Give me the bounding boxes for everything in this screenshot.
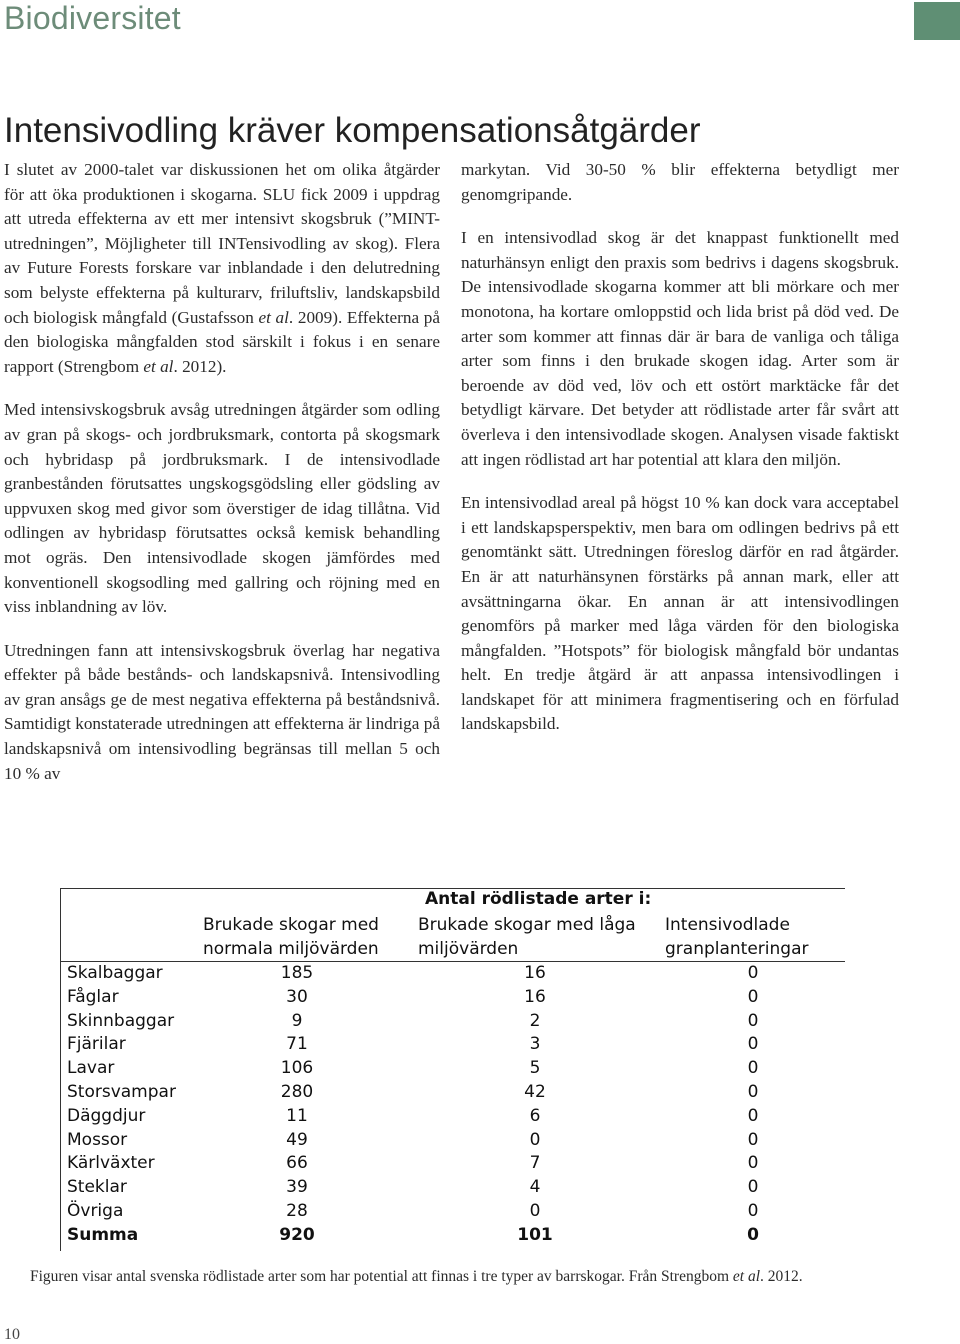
- table-cell: 16: [524, 963, 546, 983]
- paragraph-intro: I slutet av 2000-talet var diskussionen het om olika åtgärder för att öka produktionen i skogarna. SLU fick 2009 i uppdrag att utreda effekterna av ett mer intensivt skogsbruk (”MINT-utredningen”, Möjligheter till INTensivodling av skog). Flera av Future Forests forskare var inblandade i den delutredning som belyste effekterna på kulturarv, friluftsliv, landskapsbild och biologisk mångfald (Gustafsson et al. 2009). Effekterna på den biologiska mångfalden stod särskilt i fokus i en senare rapport (Strengbom et al. 2012).: [4, 160, 440, 376]
- table-row: [61, 1130, 845, 1154]
- table-cell: 0: [747, 1082, 759, 1102]
- paragraph-measures: En intensivodlad areal på högst 10 % kan dock vara acceptabel i ett landskapsperspektiv, men bara om odlingen bedrivs på ett genomtänkt sätt. Utredningen föreslog därför en rad åtgärder. En är att naturhänsynen förstärks på annan mark, eller att avsättningarna ökar. En annan är att intensivodlingen genomförs på marker med låga värden för den biologiska mångfalden. ”Hotspots” för biologisk mångfald bör undantas helt. En tredje åtgärd är att anpassa intensivodlingen i landskapet för att minimera fragmentisering och en förfulad landskapsbild.: [461, 493, 899, 734]
- table-row-label: Steklar: [67, 1177, 127, 1198]
- table-row-label: Däggdjur: [67, 1105, 146, 1126]
- table-row: [61, 1011, 845, 1035]
- section-color-marker: [914, 2, 960, 40]
- table-row-label: Storsvampar: [67, 1082, 176, 1102]
- table-cell: 28: [286, 1201, 308, 1221]
- section-title: Biodiversitet: [4, 0, 181, 36]
- table-row-label: Skalbaggar: [67, 963, 163, 983]
- table-cell: 3: [529, 1034, 541, 1055]
- left-column: [4, 158, 440, 805]
- table-row: [61, 1153, 845, 1177]
- table-cell: 4: [529, 1177, 541, 1198]
- table-row-label: Kärlväxter: [67, 1153, 155, 1174]
- table-cell: 280: [280, 1082, 314, 1102]
- table-cell: 7: [529, 1153, 541, 1174]
- table-row-label: Lavar: [67, 1058, 115, 1079]
- table-cell: 49: [286, 1129, 308, 1150]
- table-total-row: [61, 1225, 845, 1249]
- table-cell: 0: [529, 1129, 541, 1150]
- table-row-label: Fjärilar: [67, 1034, 126, 1055]
- table-cell: 0: [529, 1201, 541, 1221]
- table-row: [61, 1201, 845, 1225]
- table-cell: 0: [747, 1201, 759, 1221]
- page-number: 10: [4, 1326, 20, 1343]
- table-row: [61, 1058, 845, 1082]
- table-row: [61, 1177, 845, 1201]
- table-column-header: Intensivodlade granplanteringar: [665, 915, 809, 959]
- table-row-label: Övriga: [67, 1201, 124, 1221]
- table-cell: 39: [286, 1177, 308, 1198]
- table-cell: 0: [747, 1105, 759, 1126]
- table-cell: 0: [747, 1058, 759, 1079]
- paragraph-methods: Med intensivskogsbruk avsåg utredningen åtgärder som odling av gran på skogs- och jordbruksmark, contorta på skogsmark och hybridasp på jordbruksmark. I de intensivodlade granbestånden förutsattes ungskogsgödsling eller gödsling av uppvuxen skog med givor som överstiger de idag tillåtna. Vid odlingen av hybridasp förutsattes också kemisk behandling mot ogräs. Den intensivodlade skogen jämfördes med konventionell skogsodling med gallring och röjning med en viss inblandning av löv.: [4, 400, 440, 617]
- table-cell: 920: [279, 1224, 315, 1245]
- table-cell: 11: [286, 1105, 308, 1126]
- table-title: Antal rödlistade arter i:: [425, 889, 652, 909]
- table-row: [61, 1082, 845, 1106]
- table-cell: 9: [291, 1010, 303, 1031]
- table-cell: 0: [747, 1224, 759, 1245]
- table-cell: 101: [517, 1224, 553, 1245]
- table-column-header: Brukade skogar med låga miljövärden: [418, 915, 636, 959]
- paragraph-intensive-forest: I en intensivodlad skog är det knappast funktionellt med naturhänsyn enligt den praxis som bedrivs i dagens skogsbruk. De intensivodlade skogarna kommer att bli mörkare och mer monotona, ha kortare omloppstid och lida brist på död ved. De arter som kommer att finnas där är bara de vanliga och tåliga arter som finns i den brukade skogen idag. Arter som är beroende av död ved, löv och ett ostört marktäcke får det betydligt kärvare. Det betyder att rödlistade arter får svårt att överleva i den intensivodlade skogen. Analysen visade faktiskt att ingen rödlistad art har potential att klara den miljön.: [461, 228, 899, 469]
- table-cell: 16: [524, 986, 546, 1007]
- table-row: [61, 1106, 845, 1130]
- table-cell: 0: [747, 986, 759, 1007]
- paragraph-continuation: markytan. Vid 30-50 % blir effekterna betydligt mer genomgripande.: [461, 160, 899, 204]
- table-column-header: Brukade skogar med normala miljövärden: [203, 915, 379, 959]
- table-cell: 2: [529, 1010, 541, 1031]
- table-row-label: Skinnbaggar: [67, 1010, 175, 1031]
- article-headline: Intensivodling kräver kompensationsåtgärder: [4, 111, 701, 151]
- table-cell: 30: [286, 986, 308, 1007]
- table-row: [61, 1034, 845, 1058]
- table-cell: 66: [286, 1153, 308, 1174]
- table-cell: 0: [747, 1129, 759, 1150]
- table-cell: 0: [747, 1177, 759, 1198]
- table-row-label: Summa: [67, 1224, 139, 1245]
- table-cell: 106: [280, 1058, 314, 1079]
- table-row: [61, 963, 845, 987]
- table-cell: 0: [747, 1034, 759, 1055]
- table-cell: 42: [524, 1082, 546, 1102]
- table-cell: 71: [286, 1034, 308, 1055]
- table-row: [61, 987, 845, 1011]
- paragraph-findings: Utredningen fann att intensivskogsbruk överlag har negativa effekter på både bestånds- och landskapsnivå. Intensivodling av gran ansågs ge de mest negativa effekterna på beståndsnivå. Samtidigt konstaterade utredningen att effekterna är lindriga på landskapsnivå om intensivodling begränsas till mellan 5 och 10 % av: [4, 640, 440, 783]
- right-column: [461, 158, 899, 756]
- table-cell: 0: [747, 963, 759, 983]
- table-cell: 185: [280, 963, 314, 983]
- table-cell: 5: [529, 1058, 541, 1079]
- table-row-label: Fåglar: [67, 986, 119, 1007]
- table-cell: 0: [747, 1010, 759, 1031]
- table-cell: 0: [747, 1153, 759, 1174]
- table-header-divider: [61, 961, 845, 962]
- redlist-table: [60, 888, 845, 1251]
- table-cell: 6: [529, 1105, 541, 1126]
- table-row-label: Mossor: [67, 1129, 128, 1150]
- figure-caption: Figuren visar antal svenska rödlistade arter som har potential att finnas i tre typer av barrskogar. Från Strengbom et al. 2012.: [30, 1268, 803, 1285]
